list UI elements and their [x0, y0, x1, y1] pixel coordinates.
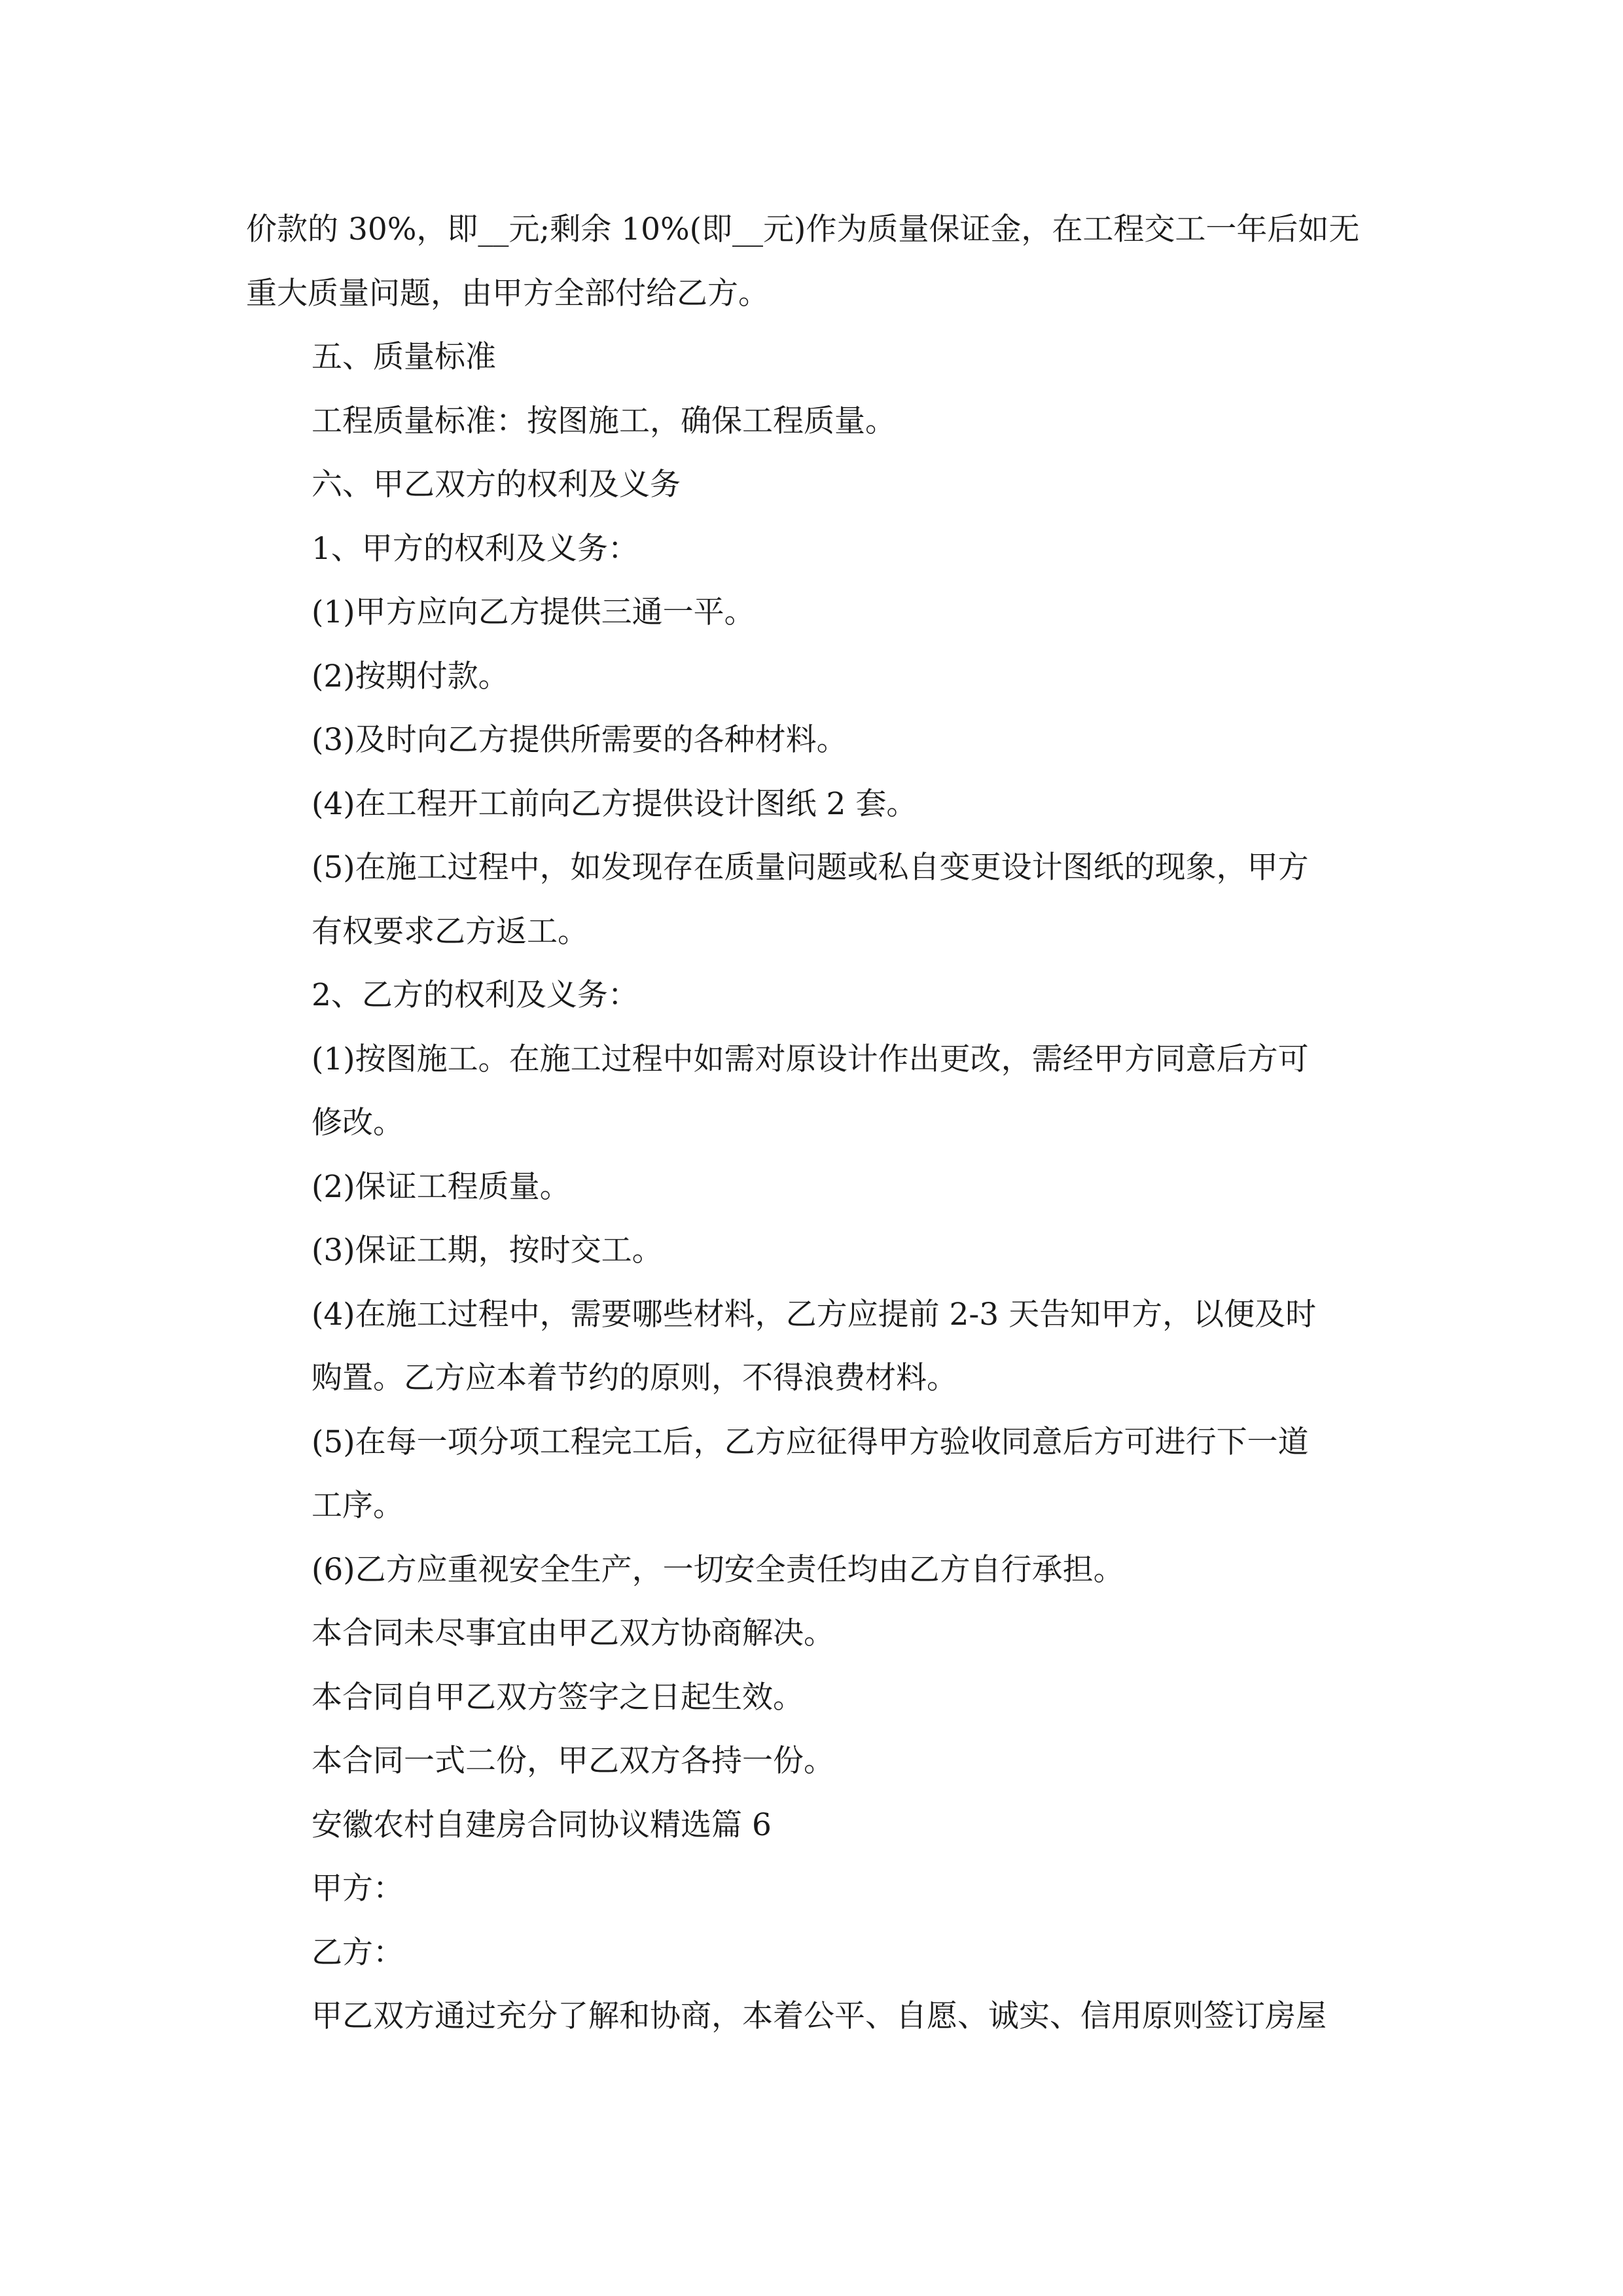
paragraph — [246, 1283, 1380, 1410]
paragraph — [246, 1984, 1380, 2049]
paragraph — [246, 1729, 1380, 1793]
paragraph — [246, 772, 1380, 836]
paragraph — [246, 1921, 1380, 1985]
paragraph — [246, 1602, 1380, 1666]
text-line: 本合同自甲乙双方签字之日起生效。 — [312, 1679, 804, 1715]
paragraph — [246, 1666, 1380, 1730]
paragraph — [246, 1857, 1380, 1921]
paragraph — [246, 453, 1380, 517]
paragraph — [246, 1155, 1380, 1219]
paragraph — [246, 963, 1380, 1028]
text-line: (3)及时向乙方提供所需要的各种材料。 — [312, 722, 847, 758]
paragraph — [246, 645, 1380, 709]
text-line: 购置。乙方应本着节约的原则，不得浪费材料。 — [312, 1360, 957, 1396]
text-line: (1)按图施工。在施工过程中如需对原设计作出更改，需经甲方同意后方可 — [312, 1041, 1309, 1077]
paragraph — [246, 1410, 1380, 1538]
text-line: 1、甲方的权利及义务： — [312, 530, 639, 567]
text-line: 本合同未尽事宜由甲乙双方协商解决。 — [312, 1615, 834, 1651]
text-line: (5)在每一项分项工程完工后，乙方应征得甲方验收同意后方可进行下一道 — [312, 1424, 1309, 1460]
paragraph — [246, 1793, 1380, 1857]
text-line: (1)甲方应向乙方提供三通一平。 — [312, 594, 755, 630]
paragraph — [246, 836, 1380, 963]
paragraph — [246, 517, 1380, 581]
paragraph — [246, 581, 1380, 645]
text-line: 甲乙双方通过充分了解和协商，本着公平、自愿、诚实、信用原则签订房屋 — [312, 1998, 1327, 2034]
text-line: (5)在施工过程中，如发现存在质量问题或私自变更设计图纸的现象，甲方 — [312, 850, 1309, 886]
text-line: 2、乙方的权利及义务： — [312, 977, 639, 1013]
text-line: 价款的 30%，即__元;剩余 10%(即__元)作为质量保证金，在工程交工一年后如无 — [246, 211, 1360, 247]
text-line: (6)乙方应重视安全生产，一切安全责任均由乙方自行承担。 — [312, 1551, 1124, 1588]
text-line: 工程质量标准：按图施工，确保工程质量。 — [312, 403, 896, 439]
text-line: 有权要求乙方返工。 — [312, 913, 588, 950]
text-line: 五、质量标准 — [312, 339, 496, 375]
paragraph — [246, 1538, 1380, 1602]
paragraph — [246, 1028, 1380, 1155]
text-line: (3)保证工期，按时交工。 — [312, 1232, 663, 1268]
text-line: 甲方： — [312, 1871, 404, 1907]
paragraph — [246, 708, 1380, 772]
text-line: 工序。 — [312, 1488, 404, 1524]
text-line: 六、甲乙双方的权利及义务 — [312, 467, 681, 503]
text-line: (4)在工程开工前向乙方提供设计图纸 2 套。 — [312, 785, 918, 822]
text-line: 乙方： — [312, 1934, 404, 1971]
paragraph — [246, 1219, 1380, 1283]
text-line: 修改。 — [312, 1105, 404, 1141]
text-line: (2)按期付款。 — [312, 658, 509, 694]
text-line: (2)保证工程质量。 — [312, 1168, 571, 1205]
paragraph — [246, 198, 1380, 325]
paragraph — [246, 389, 1380, 454]
document-page — [246, 198, 1380, 2049]
text-line: 安徽农村自建房合同协议精选篇 6 — [312, 1806, 772, 1843]
text-line: 本合同一式二份，甲乙双方各持一份。 — [312, 1743, 834, 1779]
text-line: 重大质量问题，由甲方全部付给乙方。 — [246, 275, 769, 312]
text-line: (4)在施工过程中，需要哪些材料，乙方应提前 2-3 天告知甲方，以便及时 — [312, 1296, 1317, 1333]
paragraph — [246, 325, 1380, 389]
